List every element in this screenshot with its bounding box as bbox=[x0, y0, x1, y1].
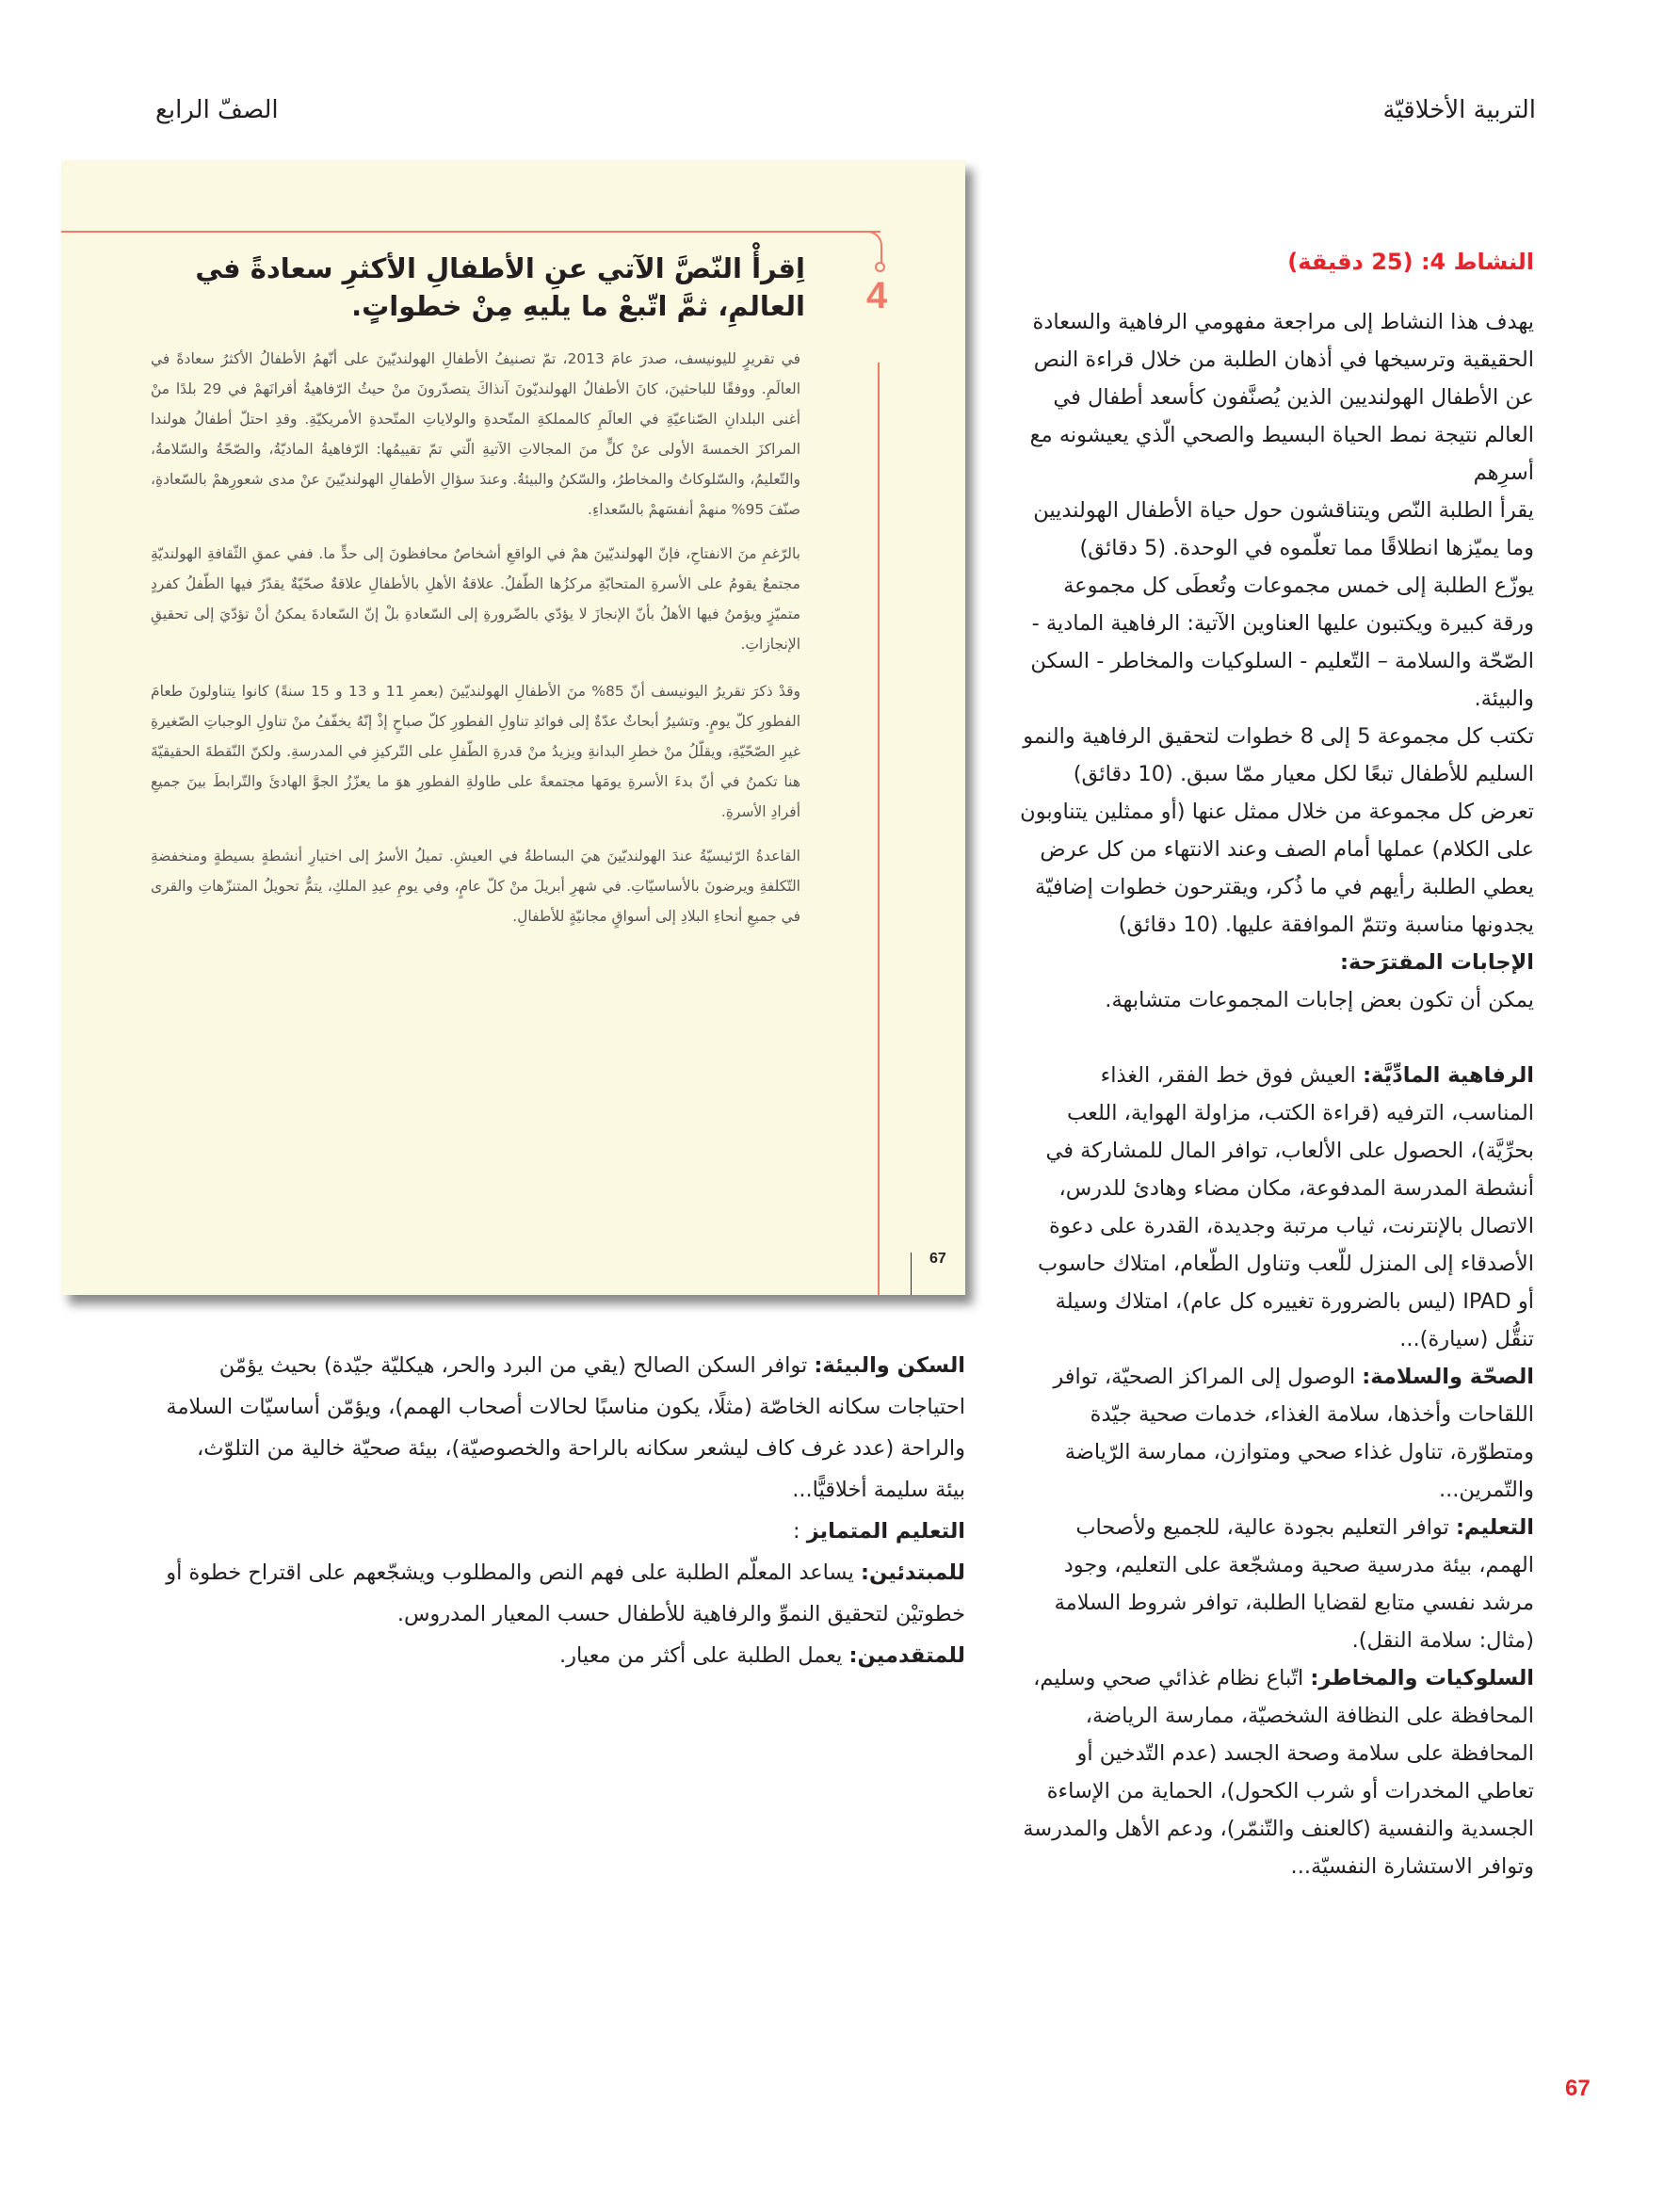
activity-step: يوزّع الطلبة إلى خمس مجموعات وتُعطَى كل مجموعة ورقة كبيرة ويكتبون عليها العناوين الآتية: الرفاهية المادية - الصّحّة والسلامة – التّعليم - السلوكيات والمخاطر - السكن والبيئة. bbox=[1030, 574, 1534, 711]
page-number-divider bbox=[911, 1253, 912, 1295]
criterion-label: السلوكيات والمخاطر: bbox=[1310, 1666, 1534, 1690]
decorative-line bbox=[61, 231, 880, 233]
criterion-label: السكن والبيئة: bbox=[814, 1353, 965, 1378]
inset-paragraph: بالرّغمِ منَ الانفتاحِ، فإنّ الهولنديّينَ همْ في الواقعِ أشخاصٌ محافظونَ إلى حدٍّ ما. ففي عمقِ الثّقافةِ الهولنديّةِ مجتمعٌ يقومُ على الأسرةِ المتحابّةِ مركزُها الطّفلُ. علاقةُ الأهلِ بالأطفالِ علاقةٌ صحّيّةٌ يقدّرُ فيها الطّفلُ كفردٍ متميّزٍ ويؤمنُ فيها الأهلُ بأنّ الإنجازَ لا يؤدّي بالضّرورةِ إلى السّعادةِ بلْ إنّ السّعادةَ يمكنُ أنْ تؤدّيَ إلى تحقيقِ الإنجازاتِ. bbox=[151, 545, 800, 653]
criterion-material bbox=[1016, 1057, 1534, 1358]
advanced-text: يعمل الطلبة على أكثر من معيار. bbox=[559, 1643, 849, 1668]
task-title: اِقرأْ النّصَّ الآتي عنِ الأطفالِ الأكثرِ سعادةً في العالمِ، ثمَّ اتّبعْ ما يليهِ مِنْ خطواتٍ. bbox=[195, 252, 805, 322]
criterion-label: التعليم: bbox=[1455, 1515, 1534, 1540]
heading-colon: : bbox=[792, 1519, 807, 1544]
task-number: 4 bbox=[866, 275, 888, 316]
grade-header: الصفّ الرابع bbox=[155, 96, 279, 124]
answers-heading: الإجابات المقترَحة: bbox=[1340, 950, 1534, 975]
decorative-curve bbox=[862, 231, 882, 266]
activity-step: يقرأ الطلبة النّص ويتناقشون حول حياة الأطفال الهولنديين وما يميّزها انطلاقًا مما تعلّموه في الوحدة. (5 دقائق) bbox=[1033, 498, 1534, 560]
advanced-note bbox=[160, 1635, 965, 1676]
inset-paragraph: وقدْ ذكرَ تقريرُ اليونيسف أنّ 85% منَ الأطفالِ الهولنديّينَ (بعمرِ 11 و 13 و 15 سنةً) كانوا يتناولونَ طعامَ الفطورِ كلّ يومٍ. وتشيرُ أبحاثٌ عدّةٌ إلى فوائدِ تناولِ الفطورِ كلّ صباحٍ إذْ إنّهُ يخفّفُ منْ تناولِ الوجباتِ الصّغيرةِ غيرِ الصّحّيّةِ، ويقلّلُ منْ خطرِ البدانةِ ويزيدُ منْ قدرةِ الطّفلِ على التّركيزِ في المدرسةِ. ولكنّ النّقطةَ الحقيقيّةَ هنا تكمنُ في أنّ بدءَ الأسرةِ يومَها مجتمعةً على طاولةِ الفطورِ هوَ ما يعزّزُ الجوَّ الهادئَ والتّرابطَ بينَ جميعِ أفرادِ الأسرةِ. bbox=[151, 683, 801, 820]
criterion-label: الصحّة والسلامة: bbox=[1362, 1365, 1534, 1389]
criterion-text: اتّباع نظام غذائي صحي وسليم، المحافظة على النظافة الشخصيّة، ممارسة الرياضة، المحافظة على سلامة وصحة الجسد (عدم التّدخين أو تعاطي المخدرات أو شرب الكحول)، الحماية من الإساءة الجسدية والنفسية (كالعنف والتّنمّر)، ودعم الأهل والمدرسة وتوافر الاستشارة النفسيّة... bbox=[1023, 1666, 1534, 1879]
decorative-dot bbox=[875, 262, 885, 272]
beginners-note bbox=[160, 1552, 965, 1635]
beginners-label: للمبتدئين: bbox=[861, 1560, 965, 1585]
criterion-behaviours bbox=[1016, 1659, 1534, 1885]
criterion-label: الرفاهية المادِّيَّة: bbox=[1363, 1063, 1534, 1088]
subject-header: التربية الأخلاقيّة bbox=[1382, 96, 1536, 124]
inset-page-number: 67 bbox=[929, 1251, 946, 1267]
differentiation-heading: التعليم المتمايز bbox=[806, 1519, 965, 1544]
activity-title: النشاط 4: (25 دقيقة) bbox=[1287, 249, 1534, 275]
inset-paragraph: القاعدةُ الرّئيسيّةُ عندَ الهولنديّينَ هيَ البساطةُ في العيشِ. تميلُ الأسرُ إلى اختيارِ أنشطةٍ بسيطةٍ ومنخفضةِ التّكلفةِ ويرضونَ بالأساسيّاتِ. في شهرِ أبريلَ منْ كلّ عامٍ، وفي يومِ عيدِ الملكِ، يتمُّ تحويلُ المتنزّهاتِ والقرى في جميعِ أنحاءِ البلادِ إلى أسواقٍ مجانيّةٍ للأطفالِ. bbox=[151, 848, 800, 925]
criterion-text: توافر السكن الصالح (يقي من البرد والحر، هيكليّة جيّدة) بحيث يؤمّن احتياجات سكانه الخاصّة (مثلًا، يكون مناسبًا لحالات أصحاب الهمم)، ويؤمّن أساسيّات السلامة والراحة (عدد غرف كاف ليشعر سكانه بالراحة والخصوصيّة)، بيئة صحيّة خالية من التلوّث، بيئة سليمة أخلاقيًّا... bbox=[166, 1353, 965, 1502]
advanced-label: للمتقدمين: bbox=[848, 1643, 965, 1668]
criterion-housing bbox=[160, 1345, 965, 1511]
criterion-text: توافر التعليم بجودة عالية، للجميع ولأصحاب الهمم، بيئة مدرسية صحية ومشجّعة على التعليم، وجود مرشد نفسي متابع لقضايا الطلبة، توافر شروط السلامة (مثال: سلامة النقل). bbox=[1054, 1515, 1534, 1653]
page-number: 67 bbox=[1565, 2076, 1591, 2101]
activity-step: تعرض كل مجموعة من خلال ممثل عنها (أو ممثلين يتناوبون على الكلام) عملها أمام الصف وعند الانتهاء من كل عرض يعطي الطلبة رأيهم في ما ذُكر، ويقترحون خطوات إضافيّة يجدونها مناسبة وتتمّ الموافقة عليها. (10 دقائق) bbox=[1020, 800, 1534, 937]
criterion-education bbox=[1016, 1509, 1534, 1659]
continued-column bbox=[160, 1345, 965, 1676]
beginners-text: يساعد المعلّم الطلبة على فهم النص والمطلوب ويشجّعهم على اقتراح خطوة أو خطوتيْن لتحقيق النموِّ والرفاهية للأطفال حسب المعيار المدروس. bbox=[166, 1560, 965, 1626]
criterion-health bbox=[1016, 1358, 1534, 1509]
inset-paragraph: في تقريرٍ لليونيسف، صدرَ عامَ 2013، تمّ تصنيفُ الأطفالِ الهولنديّينَ على أنّهمُ الأطفالُ الأكثرُ سعادةً في العالَمِ. ووفقًا للباحثينَ، كانَ الأطفالُ الهولنديّونَ آنذاكَ يتصدّرونَ منْ حيثُ الرّفاهيةُ أقرانَهمْ في 29 بلدًا منْ أغنى البلدانِ الصّناعيّةِ في العالَمِ كالمملكةِ المتّحدةِ والولاياتِ المتّحدةِ الأمريكيّةِ. وقدِ احتلّ أطفالُ هولندا المراكزَ الخمسةَ الأولى عنْ كلٍّ منَ المجالاتِ الآتيةِ الّتي تمّ تقييمُها: الرّفاهيةُ الماديّةُ، والصّحّةُ والسّلامةُ، والتّعليمُ، والسّلوكاتُ والمخاطرُ، والسّكنُ والبيئةُ. وعندَ سؤالِ الأطفالِ الهولنديّينَ عنْ مدى شعورِهمْ بالسّعادةِ، صنّفَ 95% منهمْ أنفسَهمْ بالسّعداءِ. bbox=[151, 350, 800, 518]
answers-note: يمكن أن تكون بعض إجابات المجموعات متشابهة. bbox=[1105, 988, 1534, 1012]
activity-step: يهدف هذا النشاط إلى مراجعة مفهومي الرفاهية والسعادة الحقيقية وترسيخها في أذهان الطلبة من خلال قراءة النص عن الأطفال الهولنديين الذين يُصنَّفون كأسعد أطفال في العالم نتيجة نمط الحياة البسيط والصحي الّذي يعيشونه مع أسرِهم bbox=[1029, 310, 1534, 485]
student-book-page-inset bbox=[61, 160, 965, 1295]
teacher-guide-column bbox=[1016, 243, 1534, 1885]
criterion-text: العيش فوق خط الفقر، الغذاء المناسب، الترفيه (قراءة الكتب، مزاولة الهواية، اللعب بحرِّيَّة)، الحصول على الألعاب، توافر المال للمشاركة في أنشطة المدرسة المدفوعة، مكان مضاء وهادئ للدرس، الاتصال بالإنترنت، ثياب مرتبة وجديدة، القدرة على دعوة الأصدقاء إلى المنزل للّعب وتناول الطّعام، امتلاك حاسوب أو IPAD (ليس بالضرورة تغييره كل عام)، امتلاك وسيلة تنقُّل (سيارة)... bbox=[1038, 1063, 1534, 1351]
criterion-text: الوصول إلى المراكز الصحيّة، توافر اللقاحات وأخذها، سلامة الغذاء، خدمات صحية جيّدة ومتطوّرة، تناول غذاء صحي ومتوازن، ممارسة الرّياضة والتّمرين... bbox=[1053, 1365, 1534, 1502]
decorative-vertical-line bbox=[878, 363, 880, 1295]
activity-step: تكتب كل مجموعة 5 إلى 8 خطوات لتحقيق الرفاهية والنمو السليم للأطفال تبعًا لكل معيار ممّا سبق. (10 دقائق) bbox=[1023, 724, 1534, 786]
